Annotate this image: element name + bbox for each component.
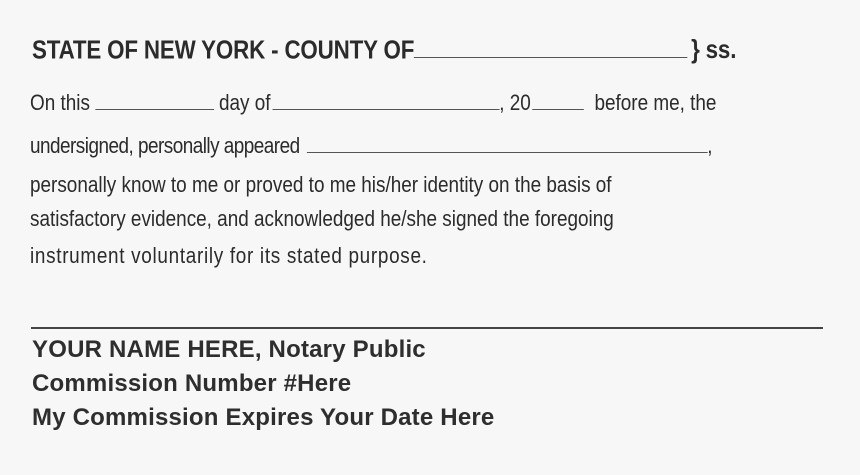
notary-name-line: YOUR NAME HERE, Notary Public bbox=[32, 336, 426, 363]
venue-heading-text: STATE OF NEW YORK - COUNTY OF bbox=[32, 34, 415, 65]
commission-expires-line: My Commission Expires Your Date Here bbox=[32, 404, 495, 431]
year-prefix-text: , 20 bbox=[499, 89, 531, 115]
venue-ss-text: } ss. bbox=[691, 34, 737, 65]
line-5-text: instrument voluntarily for its stated purpose. bbox=[30, 243, 428, 268]
county-blank bbox=[414, 34, 687, 58]
day-blank bbox=[95, 89, 214, 110]
signature-line bbox=[31, 327, 823, 329]
paragraph-line-2 bbox=[30, 132, 713, 159]
before-me-text: before me, the bbox=[594, 89, 717, 115]
appeared-name-blank bbox=[306, 132, 707, 153]
comma-text: , bbox=[707, 132, 713, 158]
paragraph-line-3 bbox=[30, 172, 612, 198]
month-blank bbox=[272, 89, 499, 110]
line-4-text: satisfactory evidence, and acknowledged he/she signed the foregoing bbox=[30, 206, 614, 231]
undersigned-text: undersigned, personally appeared bbox=[30, 132, 300, 158]
commission-number-line: Commission Number #Here bbox=[32, 370, 352, 397]
line-3-text: personally know to me or proved to me his/her identity on the basis of bbox=[30, 172, 612, 197]
day-of-text: day of bbox=[218, 89, 271, 115]
paragraph-line-5 bbox=[30, 243, 428, 269]
paragraph-line-4 bbox=[30, 206, 614, 232]
on-this-text: On this bbox=[30, 89, 90, 115]
year-blank bbox=[533, 89, 585, 110]
venue-heading bbox=[32, 34, 736, 65]
paragraph-line-1 bbox=[30, 89, 716, 116]
